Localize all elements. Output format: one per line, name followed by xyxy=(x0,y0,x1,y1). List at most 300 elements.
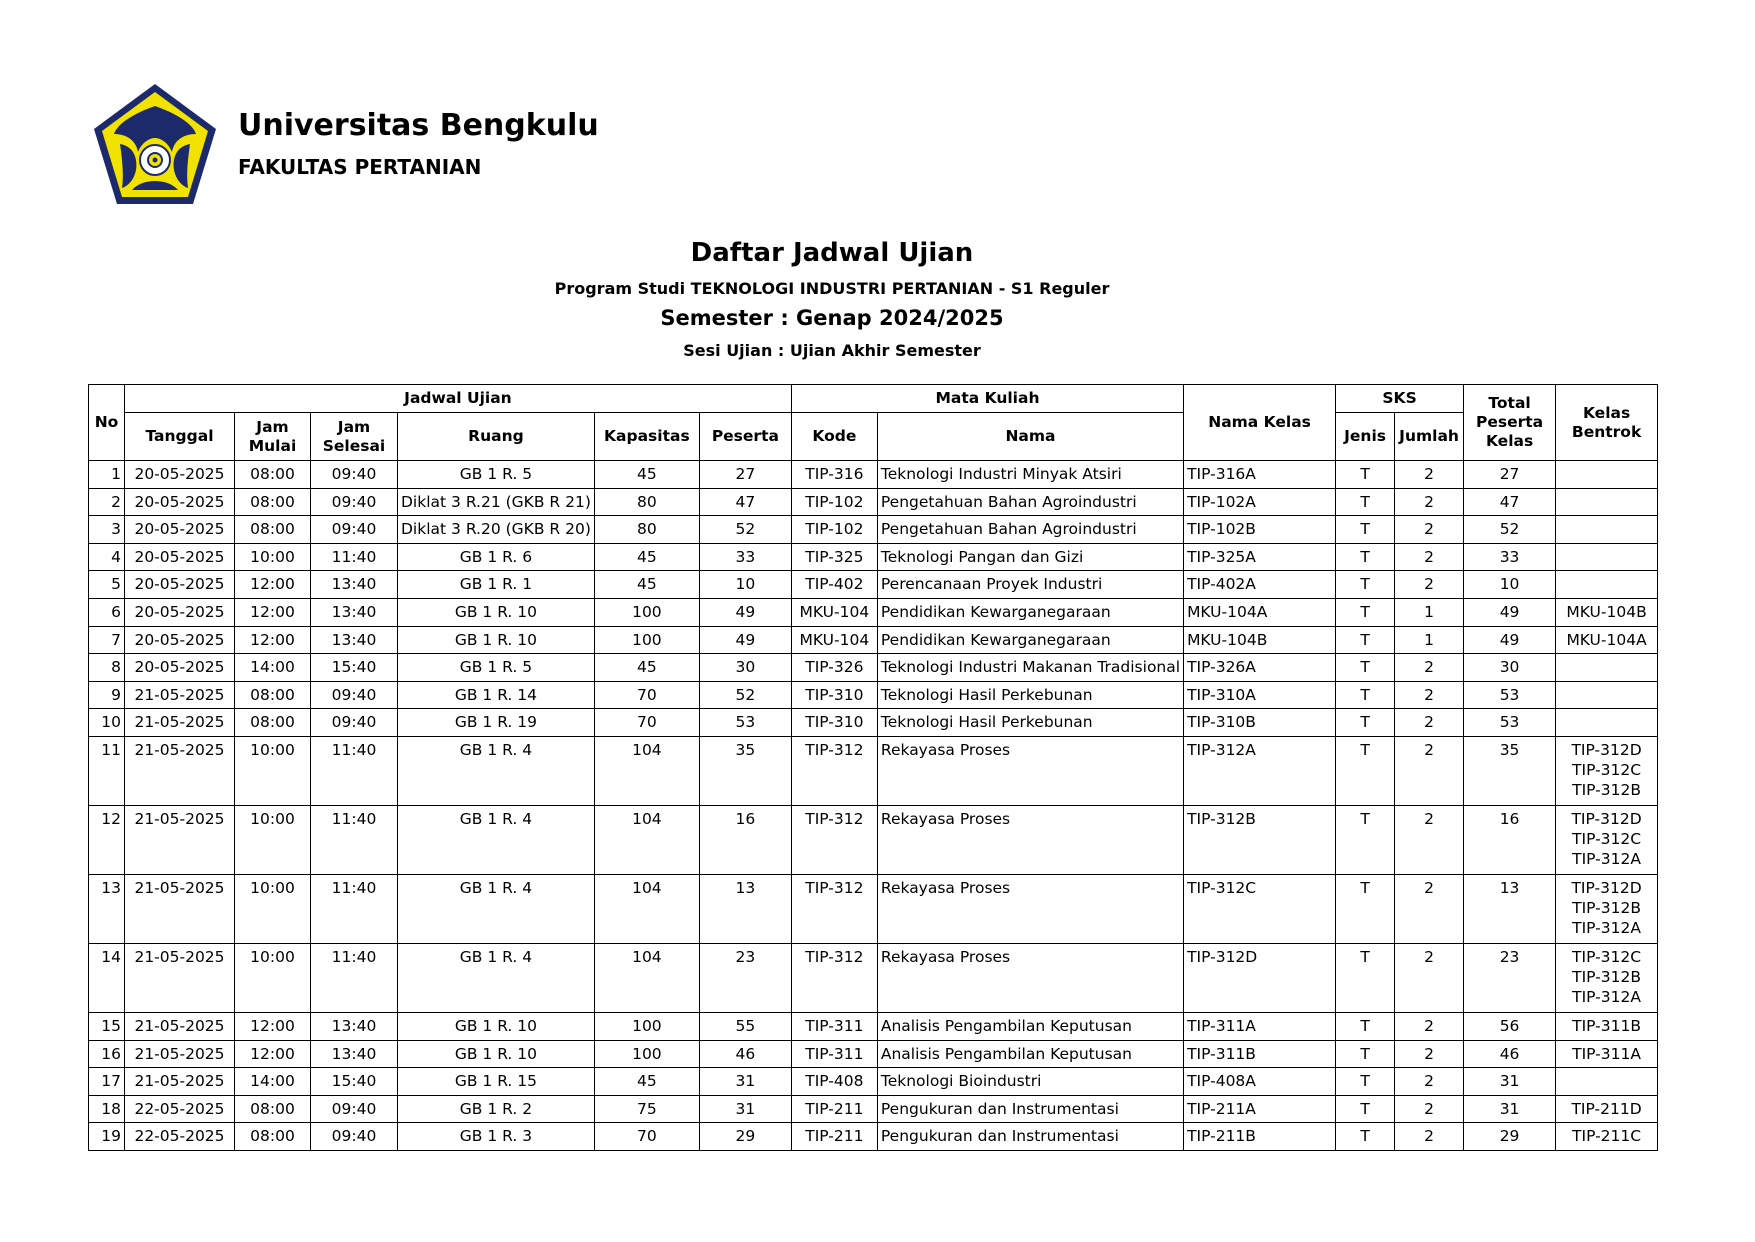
cell-jam-mulai: 14:00 xyxy=(235,1068,311,1096)
cell-nama-kelas: TIP-102B xyxy=(1184,516,1336,544)
cell-peserta: 49 xyxy=(699,598,791,626)
table-row xyxy=(89,461,1658,489)
cell-jenis: T xyxy=(1336,805,1395,874)
cell-ruang: GB 1 R. 1 xyxy=(398,571,595,599)
cell-no: 2 xyxy=(89,488,125,516)
cell-nama-mk: Pengukuran dan Instrumentasi xyxy=(877,1095,1183,1123)
cell-jumlah: 2 xyxy=(1395,1095,1464,1123)
cell-jumlah: 2 xyxy=(1395,805,1464,874)
cell-peserta: 13 xyxy=(699,874,791,943)
cell-ruang: Diklat 3 R.21 (GKB R 21) xyxy=(398,488,595,516)
header-jam-mulai-line2: Mulai xyxy=(248,436,297,455)
cell-kelas-bentrok xyxy=(1556,488,1658,516)
cell-jam-mulai: 10:00 xyxy=(235,943,311,1012)
cell-jam-mulai: 12:00 xyxy=(235,1012,311,1040)
cell-tanggal: 21-05-2025 xyxy=(125,1068,235,1096)
cell-jumlah: 1 xyxy=(1395,598,1464,626)
cell-total-peserta: 47 xyxy=(1464,488,1556,516)
cell-kode: TIP-312 xyxy=(791,736,877,805)
cell-jam-mulai: 08:00 xyxy=(235,461,311,489)
cell-ruang: GB 1 R. 2 xyxy=(398,1095,595,1123)
table-row xyxy=(89,1123,1658,1151)
cell-nama-mk: Analisis Pengambilan Keputusan xyxy=(877,1012,1183,1040)
bentrok-class: TIP-312B xyxy=(1572,898,1641,917)
cell-kelas-bentrok xyxy=(1556,681,1658,709)
cell-no: 4 xyxy=(89,543,125,571)
cell-tanggal: 21-05-2025 xyxy=(125,1012,235,1040)
cell-total-peserta: 29 xyxy=(1464,1123,1556,1151)
cell-nama-kelas: MKU-104A xyxy=(1184,598,1336,626)
cell-total-peserta: 31 xyxy=(1464,1068,1556,1096)
cell-jumlah: 2 xyxy=(1395,654,1464,682)
cell-peserta: 10 xyxy=(699,571,791,599)
cell-kelas-bentrok xyxy=(1556,736,1658,805)
cell-nama-kelas: TIP-312B xyxy=(1184,805,1336,874)
cell-ruang: GB 1 R. 3 xyxy=(398,1123,595,1151)
header-ruang: Ruang xyxy=(398,413,595,461)
cell-kode: MKU-104 xyxy=(791,626,877,654)
cell-total-peserta: 56 xyxy=(1464,1012,1556,1040)
cell-jam-selesai: 13:40 xyxy=(311,1040,398,1068)
cell-ruang: GB 1 R. 6 xyxy=(398,543,595,571)
cell-jam-mulai: 12:00 xyxy=(235,1040,311,1068)
cell-jenis: T xyxy=(1336,461,1395,489)
bentrok-class: TIP-311A xyxy=(1572,1044,1641,1063)
exam-schedule-table xyxy=(88,384,1658,1151)
cell-no: 6 xyxy=(89,598,125,626)
cell-nama-mk: Pendidikan Kewarganegaraan xyxy=(877,598,1183,626)
cell-nama-mk: Pengetahuan Bahan Agroindustri xyxy=(877,488,1183,516)
cell-jam-mulai: 08:00 xyxy=(235,681,311,709)
cell-tanggal: 21-05-2025 xyxy=(125,805,235,874)
cell-nama-mk: Teknologi Hasil Perkebunan xyxy=(877,681,1183,709)
table-row xyxy=(89,543,1658,571)
cell-jam-selesai: 13:40 xyxy=(311,571,398,599)
cell-jam-selesai: 13:40 xyxy=(311,1012,398,1040)
cell-kelas-bentrok xyxy=(1556,709,1658,737)
cell-jam-selesai: 09:40 xyxy=(311,516,398,544)
cell-nama-kelas: TIP-316A xyxy=(1184,461,1336,489)
cell-nama-mk: Rekayasa Proses xyxy=(877,805,1183,874)
cell-no: 3 xyxy=(89,516,125,544)
cell-nama-mk: Teknologi Industri Makanan Tradisional xyxy=(877,654,1183,682)
cell-ruang: GB 1 R. 5 xyxy=(398,654,595,682)
table-row xyxy=(89,736,1658,805)
cell-kode: TIP-312 xyxy=(791,805,877,874)
cell-tanggal: 22-05-2025 xyxy=(125,1123,235,1151)
cell-ruang: GB 1 R. 4 xyxy=(398,874,595,943)
cell-jenis: T xyxy=(1336,516,1395,544)
session-subtitle: Sesi Ujian : Ujian Akhir Semester xyxy=(683,341,981,360)
cell-kelas-bentrok xyxy=(1556,1123,1658,1151)
cell-no: 5 xyxy=(89,571,125,599)
cell-jenis: T xyxy=(1336,654,1395,682)
cell-nama-mk: Perencanaan Proyek Industri xyxy=(877,571,1183,599)
cell-jumlah: 2 xyxy=(1395,488,1464,516)
table-row xyxy=(89,1095,1658,1123)
cell-nama-mk: Teknologi Pangan dan Gizi xyxy=(877,543,1183,571)
cell-peserta: 35 xyxy=(699,736,791,805)
cell-jenis: T xyxy=(1336,681,1395,709)
cell-jenis: T xyxy=(1336,1012,1395,1040)
cell-kode: TIP-326 xyxy=(791,654,877,682)
bentrok-class: TIP-312D xyxy=(1571,740,1642,759)
header-sks: SKS xyxy=(1336,385,1464,413)
cell-jam-selesai: 15:40 xyxy=(311,1068,398,1096)
university-logo xyxy=(92,82,218,206)
cell-kelas-bentrok xyxy=(1556,543,1658,571)
cell-jam-selesai: 15:40 xyxy=(311,654,398,682)
cell-kelas-bentrok xyxy=(1556,654,1658,682)
bentrok-class: TIP-312D xyxy=(1571,878,1642,897)
bentrok-class: TIP-312A xyxy=(1572,987,1641,1006)
bentrok-class: TIP-211D xyxy=(1571,1099,1642,1118)
header-bentrok-line2: Bentrok xyxy=(1571,422,1642,441)
bentrok-class: TIP-312C xyxy=(1572,829,1642,848)
cell-jumlah: 2 xyxy=(1395,874,1464,943)
cell-jam-mulai: 14:00 xyxy=(235,654,311,682)
cell-kapasitas: 100 xyxy=(594,1012,699,1040)
cell-peserta: 30 xyxy=(699,654,791,682)
cell-kapasitas: 80 xyxy=(594,516,699,544)
cell-jam-selesai: 13:40 xyxy=(311,626,398,654)
cell-kelas-bentrok xyxy=(1556,1040,1658,1068)
cell-nama-kelas: TIP-310B xyxy=(1184,709,1336,737)
header-peserta: Peserta xyxy=(699,413,791,461)
cell-jenis: T xyxy=(1336,488,1395,516)
cell-kelas-bentrok xyxy=(1556,626,1658,654)
university-name: Universitas Bengkulu xyxy=(238,108,599,143)
cell-peserta: 23 xyxy=(699,943,791,1012)
header-jenis: Jenis xyxy=(1336,413,1395,461)
cell-kapasitas: 100 xyxy=(594,1040,699,1068)
cell-jumlah: 2 xyxy=(1395,681,1464,709)
cell-nama-kelas: TIP-312C xyxy=(1184,874,1336,943)
cell-no: 1 xyxy=(89,461,125,489)
cell-nama-kelas: TIP-102A xyxy=(1184,488,1336,516)
cell-no: 16 xyxy=(89,1040,125,1068)
cell-nama-mk: Pengetahuan Bahan Agroindustri xyxy=(877,516,1183,544)
header-total-line3: Kelas xyxy=(1485,432,1534,450)
cell-tanggal: 20-05-2025 xyxy=(125,598,235,626)
cell-kapasitas: 45 xyxy=(594,461,699,489)
bentrok-class: TIP-211C xyxy=(1572,1127,1642,1146)
cell-kapasitas: 104 xyxy=(594,736,699,805)
table-row xyxy=(89,626,1658,654)
cell-nama-mk: Analisis Pengambilan Keputusan xyxy=(877,1040,1183,1068)
cell-tanggal: 21-05-2025 xyxy=(125,1040,235,1068)
cell-kelas-bentrok xyxy=(1556,461,1658,489)
cell-jumlah: 2 xyxy=(1395,1012,1464,1040)
cell-jenis: T xyxy=(1336,943,1395,1012)
cell-jumlah: 2 xyxy=(1395,461,1464,489)
cell-nama-kelas: TIP-312A xyxy=(1184,736,1336,805)
cell-ruang: GB 1 R. 14 xyxy=(398,681,595,709)
header-total-peserta-kelas xyxy=(1464,385,1556,461)
cell-jumlah: 2 xyxy=(1395,943,1464,1012)
cell-kode: TIP-312 xyxy=(791,943,877,1012)
cell-kode: TIP-316 xyxy=(791,461,877,489)
cell-jenis: T xyxy=(1336,571,1395,599)
table-row xyxy=(89,516,1658,544)
cell-kode: TIP-408 xyxy=(791,1068,877,1096)
cell-kode: TIP-102 xyxy=(791,488,877,516)
bentrok-class: TIP-312A xyxy=(1572,849,1641,868)
cell-peserta: 27 xyxy=(699,461,791,489)
cell-nama-kelas: TIP-325A xyxy=(1184,543,1336,571)
cell-kode: TIP-325 xyxy=(791,543,877,571)
cell-jenis: T xyxy=(1336,874,1395,943)
cell-tanggal: 21-05-2025 xyxy=(125,736,235,805)
cell-total-peserta: 52 xyxy=(1464,516,1556,544)
cell-kode: TIP-310 xyxy=(791,709,877,737)
cell-kelas-bentrok xyxy=(1556,516,1658,544)
cell-kapasitas: 45 xyxy=(594,543,699,571)
header-jumlah: Jumlah xyxy=(1395,413,1464,461)
cell-kapasitas: 75 xyxy=(594,1095,699,1123)
cell-peserta: 31 xyxy=(699,1068,791,1096)
cell-kapasitas: 100 xyxy=(594,598,699,626)
cell-ruang: GB 1 R. 5 xyxy=(398,461,595,489)
cell-jam-mulai: 08:00 xyxy=(235,1123,311,1151)
cell-jam-mulai: 12:00 xyxy=(235,571,311,599)
cell-total-peserta: 10 xyxy=(1464,571,1556,599)
cell-kelas-bentrok xyxy=(1556,571,1658,599)
cell-no: 7 xyxy=(89,626,125,654)
cell-ruang: GB 1 R. 19 xyxy=(398,709,595,737)
semester-subtitle: Semester : Genap 2024/2025 xyxy=(660,306,1004,330)
header-nama-kelas: Nama Kelas xyxy=(1184,385,1336,461)
cell-kapasitas: 104 xyxy=(594,805,699,874)
cell-tanggal: 20-05-2025 xyxy=(125,461,235,489)
cell-jumlah: 2 xyxy=(1395,1040,1464,1068)
header-mata-kuliah: Mata Kuliah xyxy=(791,385,1183,413)
header-total-line1: Total xyxy=(1488,394,1531,412)
cell-total-peserta: 33 xyxy=(1464,543,1556,571)
cell-jenis: T xyxy=(1336,709,1395,737)
cell-jumlah: 2 xyxy=(1395,571,1464,599)
cell-jam-mulai: 08:00 xyxy=(235,516,311,544)
cell-ruang: GB 1 R. 10 xyxy=(398,598,595,626)
table-row xyxy=(89,805,1658,874)
header-nama: Nama xyxy=(877,413,1183,461)
cell-jumlah: 2 xyxy=(1395,1068,1464,1096)
cell-total-peserta: 16 xyxy=(1464,805,1556,874)
cell-jenis: T xyxy=(1336,1068,1395,1096)
table-row xyxy=(89,598,1658,626)
cell-jam-selesai: 09:40 xyxy=(311,709,398,737)
cell-no: 13 xyxy=(89,874,125,943)
cell-jam-mulai: 12:00 xyxy=(235,626,311,654)
cell-peserta: 16 xyxy=(699,805,791,874)
table-row xyxy=(89,571,1658,599)
cell-kode: TIP-211 xyxy=(791,1123,877,1151)
cell-peserta: 47 xyxy=(699,488,791,516)
cell-jam-selesai: 11:40 xyxy=(311,874,398,943)
cell-peserta: 46 xyxy=(699,1040,791,1068)
cell-nama-mk: Pengukuran dan Instrumentasi xyxy=(877,1123,1183,1151)
cell-nama-mk: Rekayasa Proses xyxy=(877,943,1183,1012)
cell-jenis: T xyxy=(1336,1040,1395,1068)
cell-total-peserta: 30 xyxy=(1464,654,1556,682)
table-row xyxy=(89,1040,1658,1068)
cell-jumlah: 2 xyxy=(1395,736,1464,805)
cell-kapasitas: 100 xyxy=(594,626,699,654)
table-row xyxy=(89,874,1658,943)
cell-no: 17 xyxy=(89,1068,125,1096)
cell-kapasitas: 80 xyxy=(594,488,699,516)
cell-kapasitas: 45 xyxy=(594,1068,699,1096)
bentrok-class: TIP-311B xyxy=(1572,1016,1641,1035)
cell-total-peserta: 49 xyxy=(1464,598,1556,626)
cell-jumlah: 2 xyxy=(1395,516,1464,544)
cell-jam-mulai: 10:00 xyxy=(235,736,311,805)
cell-kode: TIP-102 xyxy=(791,516,877,544)
cell-tanggal: 20-05-2025 xyxy=(125,626,235,654)
bentrok-class: MKU-104A xyxy=(1566,630,1647,649)
cell-tanggal: 20-05-2025 xyxy=(125,516,235,544)
cell-kode: TIP-311 xyxy=(791,1040,877,1068)
cell-tanggal: 21-05-2025 xyxy=(125,943,235,1012)
table-row xyxy=(89,943,1658,1012)
cell-nama-kelas: TIP-311B xyxy=(1184,1040,1336,1068)
cell-tanggal: 21-05-2025 xyxy=(125,709,235,737)
cell-kelas-bentrok xyxy=(1556,805,1658,874)
cell-tanggal: 21-05-2025 xyxy=(125,874,235,943)
cell-ruang: Diklat 3 R.20 (GKB R 20) xyxy=(398,516,595,544)
cell-jam-selesai: 09:40 xyxy=(311,1095,398,1123)
cell-jam-mulai: 10:00 xyxy=(235,543,311,571)
cell-tanggal: 20-05-2025 xyxy=(125,543,235,571)
cell-nama-mk: Teknologi Bioindustri xyxy=(877,1068,1183,1096)
bentrok-class: TIP-312B xyxy=(1572,780,1641,799)
cell-total-peserta: 46 xyxy=(1464,1040,1556,1068)
cell-jumlah: 2 xyxy=(1395,1123,1464,1151)
header-jam-mulai-line1: Jam xyxy=(256,417,289,436)
cell-peserta: 49 xyxy=(699,626,791,654)
bentrok-class: TIP-312C xyxy=(1572,947,1642,966)
cell-nama-mk: Teknologi Industri Minyak Atsiri xyxy=(877,461,1183,489)
header-jam-mulai xyxy=(235,413,311,461)
cell-jam-selesai: 09:40 xyxy=(311,681,398,709)
cell-jam-selesai: 11:40 xyxy=(311,543,398,571)
bentrok-class: MKU-104B xyxy=(1566,602,1647,621)
cell-nama-kelas: TIP-211A xyxy=(1184,1095,1336,1123)
cell-nama-mk: Teknologi Hasil Perkebunan xyxy=(877,709,1183,737)
cell-kapasitas: 104 xyxy=(594,874,699,943)
cell-kode: TIP-312 xyxy=(791,874,877,943)
table-row xyxy=(89,1012,1658,1040)
cell-peserta: 33 xyxy=(699,543,791,571)
cell-nama-mk: Pendidikan Kewarganegaraan xyxy=(877,626,1183,654)
cell-jam-mulai: 08:00 xyxy=(235,1095,311,1123)
cell-kapasitas: 70 xyxy=(594,709,699,737)
cell-peserta: 55 xyxy=(699,1012,791,1040)
schedule-body xyxy=(89,461,1658,1151)
cell-total-peserta: 53 xyxy=(1464,681,1556,709)
cell-peserta: 53 xyxy=(699,709,791,737)
bentrok-class: TIP-312C xyxy=(1572,760,1642,779)
bentrok-class: TIP-312A xyxy=(1572,918,1641,937)
cell-peserta: 52 xyxy=(699,681,791,709)
faculty-name: FAKULTAS PERTANIAN xyxy=(238,155,482,179)
cell-kapasitas: 70 xyxy=(594,681,699,709)
cell-jumlah: 2 xyxy=(1395,709,1464,737)
cell-no: 8 xyxy=(89,654,125,682)
cell-total-peserta: 27 xyxy=(1464,461,1556,489)
header-kapasitas: Kapasitas xyxy=(594,413,699,461)
cell-kapasitas: 45 xyxy=(594,654,699,682)
cell-kode: TIP-211 xyxy=(791,1095,877,1123)
cell-jenis: T xyxy=(1336,1123,1395,1151)
cell-jenis: T xyxy=(1336,626,1395,654)
cell-total-peserta: 31 xyxy=(1464,1095,1556,1123)
cell-jenis: T xyxy=(1336,1095,1395,1123)
cell-peserta: 29 xyxy=(699,1123,791,1151)
cell-nama-mk: Rekayasa Proses xyxy=(877,874,1183,943)
cell-jam-selesai: 09:40 xyxy=(311,488,398,516)
cell-jam-mulai: 12:00 xyxy=(235,598,311,626)
cell-nama-kelas: TIP-310A xyxy=(1184,681,1336,709)
cell-peserta: 52 xyxy=(699,516,791,544)
cell-jam-mulai: 08:00 xyxy=(235,709,311,737)
cell-nama-kelas: TIP-402A xyxy=(1184,571,1336,599)
cell-no: 15 xyxy=(89,1012,125,1040)
cell-nama-kelas: TIP-326A xyxy=(1184,654,1336,682)
cell-tanggal: 21-05-2025 xyxy=(125,681,235,709)
cell-no: 14 xyxy=(89,943,125,1012)
cell-ruang: GB 1 R. 15 xyxy=(398,1068,595,1096)
page-title: Daftar Jadwal Ujian xyxy=(690,238,974,268)
cell-ruang: GB 1 R. 4 xyxy=(398,805,595,874)
header-kelas-bentrok xyxy=(1556,385,1658,461)
header-jam-selesai xyxy=(311,413,398,461)
cell-kapasitas: 45 xyxy=(594,571,699,599)
header-kode: Kode xyxy=(791,413,877,461)
cell-kelas-bentrok xyxy=(1556,1095,1658,1123)
table-row xyxy=(89,709,1658,737)
cell-peserta: 31 xyxy=(699,1095,791,1123)
cell-total-peserta: 49 xyxy=(1464,626,1556,654)
cell-no: 12 xyxy=(89,805,125,874)
cell-kelas-bentrok xyxy=(1556,598,1658,626)
cell-jam-mulai: 08:00 xyxy=(235,488,311,516)
cell-total-peserta: 35 xyxy=(1464,736,1556,805)
cell-nama-kelas: TIP-312D xyxy=(1184,943,1336,1012)
cell-nama-mk: Rekayasa Proses xyxy=(877,736,1183,805)
cell-kode: TIP-311 xyxy=(791,1012,877,1040)
header-jam-selesai-line2: Selesai xyxy=(322,436,386,455)
cell-no: 11 xyxy=(89,736,125,805)
table-row xyxy=(89,1068,1658,1096)
cell-no: 10 xyxy=(89,709,125,737)
cell-ruang: GB 1 R. 10 xyxy=(398,1040,595,1068)
cell-ruang: GB 1 R. 10 xyxy=(398,626,595,654)
program-subtitle: Program Studi TEKNOLOGI INDUSTRI PERTANIAN - S1 Reguler xyxy=(554,279,1110,298)
cell-jumlah: 2 xyxy=(1395,543,1464,571)
bentrok-class: TIP-312D xyxy=(1571,809,1642,828)
cell-kelas-bentrok xyxy=(1556,943,1658,1012)
cell-nama-kelas: TIP-408A xyxy=(1184,1068,1336,1096)
cell-jam-mulai: 10:00 xyxy=(235,805,311,874)
cell-kode: TIP-310 xyxy=(791,681,877,709)
cell-jenis: T xyxy=(1336,543,1395,571)
cell-total-peserta: 13 xyxy=(1464,874,1556,943)
cell-tanggal: 20-05-2025 xyxy=(125,571,235,599)
cell-nama-kelas: TIP-211B xyxy=(1184,1123,1336,1151)
cell-jam-selesai: 13:40 xyxy=(311,598,398,626)
header-jadwal-ujian: Jadwal Ujian xyxy=(125,385,792,413)
